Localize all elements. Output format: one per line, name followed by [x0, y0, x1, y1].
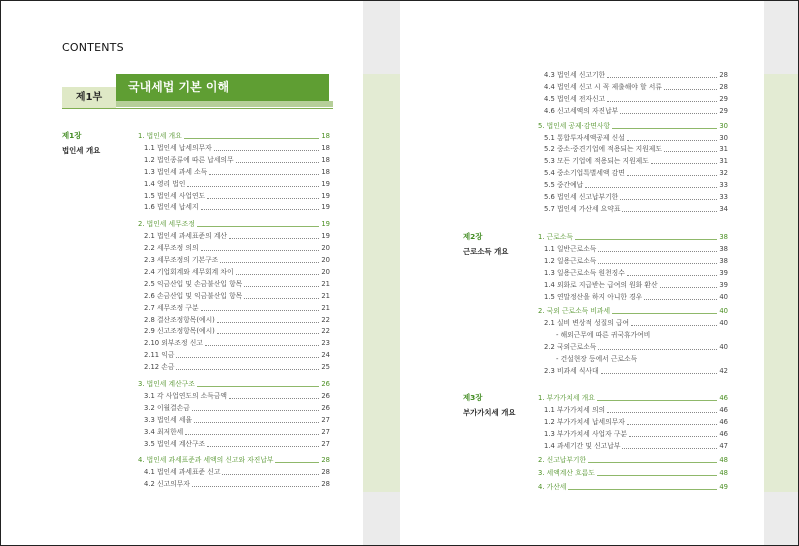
toc-item-row	[144, 391, 330, 401]
toc-item-row	[544, 82, 728, 92]
toc-leader-dots	[220, 262, 319, 263]
toc-page-number: 40	[719, 307, 728, 316]
left-page-green-tab	[363, 74, 400, 492]
toc-entry-text: 1.1 부가가치세 의의	[544, 405, 606, 414]
toc-item-row	[144, 479, 330, 489]
toc-page-number: 18	[321, 167, 330, 176]
toc-item-row	[144, 362, 330, 372]
toc-page-number: 20	[321, 256, 330, 264]
toc-item-row	[144, 315, 330, 325]
toc-page-number: 29	[719, 94, 728, 103]
toc-item-row	[544, 156, 728, 166]
toc-leader-dots	[607, 77, 717, 78]
toc-leader-dots	[201, 250, 320, 251]
toc-page-number: 24	[321, 351, 330, 360]
toc-subnote-row	[556, 330, 728, 340]
toc-item-row	[544, 192, 728, 202]
toc-page-number: 19	[321, 203, 330, 212]
toc-page-number: 28	[321, 480, 330, 489]
toc-item-row	[144, 155, 330, 165]
toc-entry-text: 2.1 실비 변상적 성질의 급여	[544, 319, 630, 328]
toc-leader-dots	[607, 412, 717, 413]
toc-section-row	[538, 482, 728, 492]
toc-leader-dots	[651, 163, 718, 164]
chapter-3-name: 부가가치세 개요	[463, 408, 516, 417]
toc-item-row	[144, 326, 330, 336]
toc-leader-dots	[664, 89, 717, 90]
toc-page-number: 28	[719, 82, 728, 91]
toc-leader-dots	[217, 333, 320, 334]
toc-entry-text: 3. 세액계산 흐름도	[538, 469, 595, 478]
toc-entry-text: 2.3 비과세 식사대	[544, 366, 599, 375]
toc-leader-dots	[588, 462, 717, 463]
toc-leader-dots	[627, 175, 718, 176]
toc-item-row	[144, 202, 330, 212]
toc-page-number: 19	[321, 220, 330, 229]
toc-entry-text: 1. 법인세 개요	[138, 132, 182, 140]
toc-leader-dots	[620, 199, 717, 200]
toc-page-number: 26	[321, 403, 330, 412]
toc-page-number: 38	[719, 233, 728, 241]
toc-page-number: 18	[321, 132, 330, 140]
toc-item-row	[144, 279, 330, 289]
toc-leader-dots	[236, 162, 320, 163]
toc-leader-dots	[184, 138, 320, 139]
toc-entry-text: 1.1 법인세 납세의무자	[144, 143, 212, 152]
toc-item-row	[144, 403, 330, 413]
toc-entry-text: 5.7 법인세 가산세 요약표	[544, 204, 621, 213]
toc-page-number: 25	[321, 363, 330, 372]
toc-leader-dots	[192, 486, 320, 487]
toc-page-number: 26	[321, 380, 330, 388]
toc-leader-dots	[585, 187, 717, 188]
toc-entry-text: 2. 법인세 세무조정	[138, 220, 195, 229]
toc-item-row	[144, 255, 330, 265]
toc-item-row	[144, 243, 330, 253]
toc-entry-text: 5.3 모든 기업에 적용되는 지원제도	[544, 157, 649, 166]
toc-leader-dots	[627, 275, 718, 276]
toc-leader-dots	[236, 274, 320, 275]
toc-leader-dots	[244, 298, 319, 299]
toc-item-row	[144, 143, 330, 153]
toc-item-row	[544, 168, 728, 178]
toc-page-number: 21	[321, 303, 330, 312]
toc-leader-dots	[631, 325, 717, 326]
toc-item-row	[544, 94, 728, 104]
toc-entry-text: 2.2 세무조정 의의	[144, 244, 199, 253]
toc-page-number: 19	[321, 232, 330, 241]
toc-leader-dots	[601, 373, 718, 374]
toc-entry-text: 1. 근로소득	[538, 233, 573, 241]
toc-item-row	[144, 267, 330, 277]
toc-entry-text: 3.2 이월결손금	[144, 403, 190, 412]
toc-page-number: 46	[719, 405, 728, 414]
toc-leader-dots	[205, 345, 319, 346]
toc-leader-dots	[612, 128, 717, 129]
toc-entry-text: 2.6 손금산입 및 익금불산입 항목	[144, 291, 243, 300]
chapter-1-name: 법인세 개요	[62, 146, 101, 155]
toc-item-row	[544, 292, 728, 302]
toc-page-number: 27	[321, 415, 330, 424]
toc-page-number: 39	[719, 280, 728, 289]
chapter-1-number: 제1장	[62, 131, 82, 140]
toc-entry-text: 2. 신고납부기한	[538, 455, 587, 464]
toc-section-row	[138, 455, 330, 465]
toc-item-row	[544, 144, 728, 154]
toc-item-row	[544, 405, 728, 415]
toc-subnote-row	[556, 354, 728, 364]
toc-entry-text: 1.5 법인세 사업연도	[144, 191, 206, 200]
chapter-2-number: 제2장	[463, 232, 483, 241]
toc-leader-dots	[627, 424, 718, 425]
toc-entry-text: 1.2 부가가치세 납세의무자	[544, 417, 625, 426]
toc-entry-text: 5.2 중소·중견기업에 적용되는 지원제도	[544, 145, 662, 154]
toc-page-number: 46	[719, 394, 728, 402]
toc-leader-dots	[222, 474, 319, 475]
toc-item-row	[144, 427, 330, 437]
toc-leader-dots	[664, 151, 717, 152]
toc-entry-text: 1.4 외화로 지급받는 급여의 원화 환산	[544, 280, 658, 289]
toc-entry-text: 2.2 국외근로소득	[544, 343, 597, 352]
toc-leader-dots	[214, 150, 320, 151]
toc-section-row	[138, 131, 330, 141]
toc-entry-text: 1.3 법인세 과세 소득	[144, 167, 208, 176]
toc-item-row	[144, 231, 330, 241]
toc-section-row	[538, 232, 728, 242]
toc-section-row	[538, 306, 728, 316]
toc-page-number: 18	[321, 155, 330, 164]
toc-entry-text: 4.5 법인세 전자신고	[544, 94, 606, 103]
toc-page-number: 23	[321, 339, 330, 348]
toc-entry-text: 3.3 법인세 세율	[144, 415, 192, 424]
right-page-green-tab	[764, 74, 798, 492]
toc-page-number: 21	[321, 291, 330, 300]
toc-leader-dots	[575, 239, 717, 240]
toc-entry-text: 2.10 외부조정 신고	[144, 339, 203, 348]
toc-leader-dots	[627, 140, 718, 141]
toc-item-row	[544, 280, 728, 290]
toc-page-number: 19	[321, 179, 330, 188]
toc-entry-text: 1.4 과세기간 및 신고납부	[544, 441, 621, 450]
toc-leader-dots	[629, 436, 717, 437]
toc-page-number: 22	[321, 315, 330, 324]
toc-entry-text: 1. 부가가치세 개요	[538, 394, 595, 402]
toc-item-row	[144, 439, 330, 449]
toc-item-row	[544, 318, 728, 328]
toc-leader-dots	[194, 422, 319, 423]
toc-leader-dots	[201, 209, 320, 210]
toc-page-number: 34	[719, 204, 728, 213]
chapter-2-label	[463, 231, 508, 257]
toc-section-row	[138, 219, 330, 229]
toc-leader-dots	[622, 211, 717, 212]
toc-entry-text: 2.4 기업회계와 세무회계 차이	[144, 267, 234, 276]
toc-entry-text: 2.7 세무조정 구분	[144, 303, 199, 312]
toc-page-number: 42	[719, 366, 728, 375]
toc-page-number: 20	[321, 267, 330, 276]
toc-entry-text: 3.5 법인세 계산구조	[144, 439, 206, 448]
toc-section-row	[538, 468, 728, 478]
toc-leader-dots	[187, 186, 319, 187]
toc-page-number: 49	[719, 483, 728, 492]
toc-leader-dots	[176, 357, 319, 358]
toc-page-number: 40	[719, 319, 728, 328]
toc-page-number: 27	[321, 427, 330, 436]
toc-item-row	[544, 133, 728, 143]
toc-leader-dots	[598, 349, 717, 350]
toc-entry-text: - 건설현장 등에서 근로소득	[556, 355, 638, 363]
toc-section-row	[538, 121, 728, 131]
toc-page-number: 48	[719, 469, 728, 478]
toc-item-row	[144, 191, 330, 201]
part-number: 제1부	[62, 87, 116, 108]
toc-item-row	[544, 106, 728, 116]
toc-entry-text: 4.1 법인세 과세표준 신고	[144, 468, 221, 477]
toc-entry-text: 1.3 부가가치세 사업자 구분	[544, 429, 627, 438]
toc-page-number: 33	[719, 193, 728, 201]
toc-page-number: 39	[719, 268, 728, 277]
toc-entry-text: 5. 법인세 공제·감면사항	[538, 121, 611, 130]
toc-item-row	[544, 441, 728, 451]
toc-entry-text: 1.2 법인종류에 따른 납세의무	[144, 155, 234, 164]
chapter-3-number: 제3장	[463, 393, 483, 402]
toc-entry-text: 4.3 법인세 신고기한	[544, 71, 606, 79]
toc-item-row	[144, 350, 330, 360]
toc-page-number: 38	[719, 256, 728, 265]
toc-section-row	[538, 393, 728, 403]
toc-page-number: 18	[321, 143, 330, 152]
toc-entry-text: 2.1 법인세 과세표준의 계산	[144, 232, 227, 241]
toc-page-number: 28	[321, 456, 330, 465]
toc-page-number: 48	[719, 455, 728, 464]
toc-entry-text: 4.2 신고의무자	[144, 480, 190, 489]
toc-leader-dots	[176, 369, 319, 370]
toc-leader-dots	[607, 101, 717, 102]
toc-entry-text: 2.8 결산조정항목(예시)	[144, 315, 215, 324]
toc-item-row	[544, 70, 728, 80]
toc-entry-text: 4.6 신고세액의 자진납부	[544, 106, 619, 115]
toc-entry-text: 2.12 손금	[144, 363, 175, 372]
toc-page-number: 31	[719, 145, 728, 154]
toc-page-number: 30	[719, 121, 728, 130]
toc-page-number: 40	[719, 343, 728, 352]
toc-page-number: 46	[719, 417, 728, 426]
toc-leader-dots	[217, 322, 320, 323]
toc-leader-dots	[597, 475, 718, 476]
toc-entry-text: 4. 가산세	[538, 483, 567, 492]
toc-page-number: 28	[321, 468, 330, 477]
toc-leader-dots	[229, 398, 319, 399]
part-divider	[62, 108, 333, 109]
toc-item-row	[144, 415, 330, 425]
toc-entry-text: 2.9 신고조정항목(예시)	[144, 327, 215, 336]
contents-title: CONTENTS	[62, 41, 124, 54]
toc-entry-text: 2.3 세무조정의 기본구조	[144, 256, 219, 264]
toc-item-row	[544, 417, 728, 427]
toc-entry-text: 4. 법인세 과세표준과 세액의 신고와 자진납부	[138, 456, 274, 465]
chapter-2-name: 근로소득 개요	[463, 247, 509, 256]
toc-leader-dots	[620, 113, 717, 114]
toc-item-row	[144, 167, 330, 177]
toc-entry-text: 5.6 법인세 신고납부기한	[544, 193, 619, 201]
toc-leader-dots	[201, 310, 320, 311]
toc-entry-text: 4.4 법인세 신고 시 꼭 제출해야 할 서류	[544, 82, 662, 91]
toc-item-row	[544, 342, 728, 352]
toc-entry-text: 1.4 영리 법인	[144, 179, 186, 188]
toc-item-row	[544, 180, 728, 190]
toc-leader-dots	[209, 174, 319, 175]
toc-entry-text: 2.11 익금	[144, 351, 175, 360]
toc-section-row	[138, 379, 330, 389]
toc-item-row	[544, 268, 728, 278]
toc-page-number: 32	[719, 169, 728, 178]
toc-page-number: 19	[321, 191, 330, 200]
toc-leader-dots	[622, 448, 717, 449]
toc-item-row	[544, 429, 728, 439]
toc-item-row	[544, 244, 728, 254]
toc-leader-dots	[229, 238, 319, 239]
toc-page-number: 30	[719, 133, 728, 142]
toc-item-row	[144, 303, 330, 313]
toc-section-row	[538, 455, 728, 465]
toc-page-number: 20	[321, 244, 330, 253]
toc-page-number: 31	[719, 157, 728, 166]
toc-entry-text: 5.4 중소기업특별세액 감면	[544, 169, 625, 178]
toc-leader-dots	[598, 251, 717, 252]
toc-page-number: 47	[719, 441, 728, 450]
toc-entry-text: 1.1 일반근로소득	[544, 244, 597, 253]
toc-entry-text: 1.2 일용근로소득	[544, 256, 597, 265]
toc-leader-dots	[598, 263, 717, 264]
toc-leader-dots	[597, 400, 718, 401]
toc-item-row	[544, 204, 728, 214]
toc-entry-text: 3.4 최저한세	[144, 427, 184, 436]
part-title: 국내세법 기본 이해	[116, 74, 329, 101]
toc-leader-dots	[197, 226, 320, 227]
toc-entry-text: 2. 국외 근로소득 비과세	[538, 307, 611, 316]
toc-entry-text: 2.5 익금산입 및 손금불산입 항목	[144, 279, 243, 288]
toc-page-number: 28	[719, 71, 728, 79]
toc-entry-text: 1.5 연말정산을 하지 아니한 경우	[544, 292, 643, 301]
toc-leader-dots	[275, 462, 319, 463]
toc-page-number: 46	[719, 429, 728, 438]
toc-item-row	[544, 366, 728, 376]
toc-leader-dots	[644, 299, 717, 300]
toc-item-row	[544, 256, 728, 266]
toc-leader-dots	[568, 489, 717, 490]
toc-page-number: 40	[719, 292, 728, 301]
toc-leader-dots	[207, 446, 319, 447]
toc-page-number: 26	[321, 391, 330, 400]
toc-item-row	[144, 179, 330, 189]
toc-leader-dots	[197, 386, 320, 387]
chapter-1-label	[62, 130, 100, 156]
toc-leader-dots	[207, 198, 319, 199]
toc-entry-text: - 해외근무에 따른 귀국휴가여비	[556, 331, 651, 340]
toc-page-number: 21	[321, 279, 330, 288]
toc-entry-text: 1.6 법인세 납세지	[144, 203, 199, 212]
toc-leader-dots	[192, 410, 320, 411]
toc-entry-text: 3. 법인세 계산구조	[138, 380, 195, 388]
toc-item-row	[144, 338, 330, 348]
toc-item-row	[144, 467, 330, 477]
toc-item-row	[144, 291, 330, 301]
toc-entry-text: 5.1 통합투자세액공제 신설	[544, 133, 625, 142]
chapter-3-label	[463, 392, 516, 418]
toc-leader-dots	[660, 287, 718, 288]
toc-leader-dots	[612, 313, 717, 314]
part-title-shadow	[116, 101, 333, 107]
toc-entry-text: 1.3 일용근로소득 원천징수	[544, 268, 625, 277]
toc-page-number: 33	[719, 181, 728, 190]
toc-page-number: 27	[321, 439, 330, 448]
toc-entry-text: 3.1 각 사업연도의 소득금액	[144, 391, 227, 400]
toc-page-number: 38	[719, 244, 728, 253]
toc-entry-text: 5.5 중간예납	[544, 181, 584, 190]
toc-leader-dots	[185, 434, 319, 435]
toc-leader-dots	[244, 286, 319, 287]
toc-page-number: 22	[321, 327, 330, 336]
toc-page-number: 29	[719, 106, 728, 115]
